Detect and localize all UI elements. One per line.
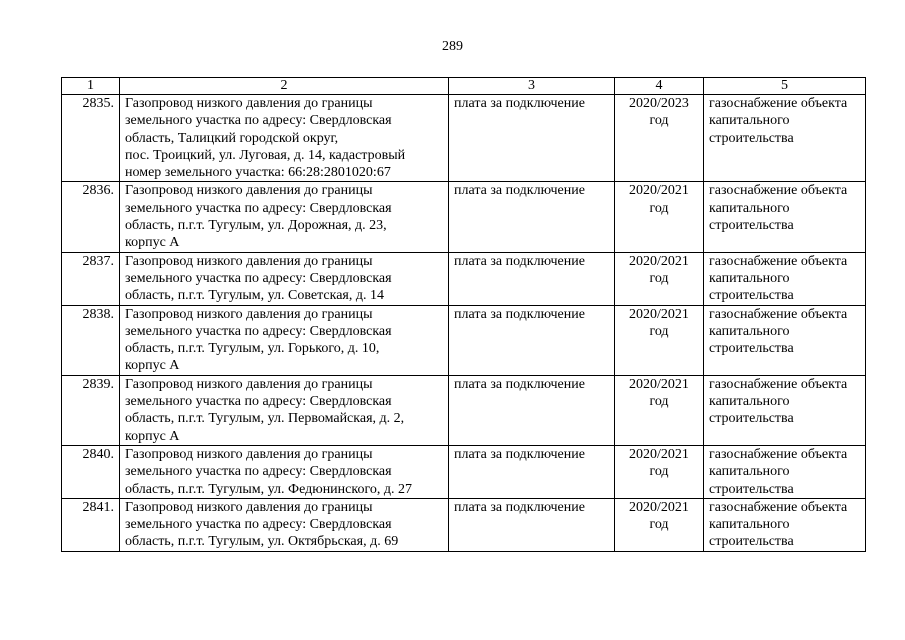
purpose-line: строительства xyxy=(709,481,794,497)
period-line: год xyxy=(649,464,669,480)
table-row xyxy=(62,252,866,305)
description-line: пос. Троицкий, ул. Луговая, д. 14, кадастровый xyxy=(125,147,406,163)
period-line: 2020/2021 xyxy=(629,376,689,392)
purpose-line: строительства xyxy=(709,288,794,304)
purpose xyxy=(704,305,866,375)
description-line: Газопровод низкого давления до границы xyxy=(125,446,373,462)
table-header xyxy=(62,78,866,95)
financing-source: плата за подключение xyxy=(449,182,615,252)
purpose-line: капитального xyxy=(709,517,790,533)
purpose xyxy=(704,252,866,305)
purpose xyxy=(704,182,866,252)
header-col-4: 4 xyxy=(615,78,704,95)
purpose-line: капитального xyxy=(709,464,790,480)
table-row xyxy=(62,445,866,498)
description-line: земельного участка по адресу: Свердловская xyxy=(125,394,392,410)
purpose-line: капитального xyxy=(709,394,790,410)
row-number: 2837. xyxy=(62,252,120,305)
table-row xyxy=(62,498,866,551)
table-row xyxy=(62,95,866,182)
description-line: Газопровод низкого давления до границы xyxy=(125,183,373,199)
row-number: 2839. xyxy=(62,375,120,445)
description-line: область, п.г.т. Тугулым, ул. Федюнинского, д. 27 xyxy=(125,481,412,497)
period-line: год xyxy=(649,113,669,129)
description-line: область, п.г.т. Тугулым, ул. Горького, д. 10, xyxy=(125,341,380,357)
implementation-period xyxy=(615,305,704,375)
description-line: земельного участка по адресу: Свердловская xyxy=(125,517,392,533)
period-line: год xyxy=(649,517,669,533)
purpose-line: капитального xyxy=(709,200,790,216)
description-line: корпус А xyxy=(125,428,180,444)
period-line: 2020/2021 xyxy=(629,253,689,269)
financing-source: плата за подключение xyxy=(449,375,615,445)
header-col-2: 2 xyxy=(120,78,449,95)
period-line: 2020/2021 xyxy=(629,446,689,462)
purpose-line: строительства xyxy=(709,534,794,550)
description-line: область, п.г.т. Тугулым, ул. Дорожная, д. 23, xyxy=(125,218,387,234)
description-line: область, п.г.т. Тугулым, ул. Первомайская, д. 2, xyxy=(125,411,405,427)
row-number: 2835. xyxy=(62,95,120,182)
description-line: Газопровод низкого давления до границы xyxy=(125,376,373,392)
table-row xyxy=(62,182,866,252)
period-line: 2020/2021 xyxy=(629,306,689,322)
description-line: Газопровод низкого давления до границы xyxy=(125,499,373,515)
implementation-period xyxy=(615,445,704,498)
period-line: 2020/2023 xyxy=(629,96,689,111)
description-line: Газопровод низкого давления до границы xyxy=(125,306,373,322)
implementation-period xyxy=(615,95,704,182)
description-line: земельного участка по адресу: Свердловская xyxy=(125,323,392,339)
purpose-line: газоснабжение объекта xyxy=(709,253,848,269)
implementation-period xyxy=(615,182,704,252)
period-line: 2020/2021 xyxy=(629,499,689,515)
purpose-line: строительства xyxy=(709,130,794,146)
purpose-line: строительства xyxy=(709,218,794,234)
purpose-line: газоснабжение объекта xyxy=(709,183,848,199)
object-description xyxy=(120,305,449,375)
financing-source: плата за подключение xyxy=(449,95,615,182)
purpose xyxy=(704,498,866,551)
row-number: 2841. xyxy=(62,498,120,551)
purpose-line: капитального xyxy=(709,270,790,286)
description-line: земельного участка по адресу: Свердловская xyxy=(125,464,392,480)
description-line: область, п.г.т. Тугулым, ул. Октябрьская, д. 69 xyxy=(125,534,399,550)
description-line: номер земельного участка: 66:28:2801020:67 xyxy=(125,165,391,181)
description-line: корпус А xyxy=(125,358,180,374)
purpose-line: капитального xyxy=(709,113,790,129)
description-line: земельного участка по адресу: Свердловская xyxy=(125,270,392,286)
financing-source: плата за подключение xyxy=(449,498,615,551)
purpose xyxy=(704,95,866,182)
financing-source: плата за подключение xyxy=(449,445,615,498)
description-line: земельного участка по адресу: Свердловская xyxy=(125,200,392,216)
row-number: 2836. xyxy=(62,182,120,252)
header-col-1: 1 xyxy=(62,78,120,95)
object-description xyxy=(120,498,449,551)
purpose-line: газоснабжение объекта xyxy=(709,446,848,462)
object-description xyxy=(120,182,449,252)
period-line: год xyxy=(649,394,669,410)
period-line: год xyxy=(649,270,669,286)
object-description xyxy=(120,95,449,182)
object-description xyxy=(120,252,449,305)
description-line: Газопровод низкого давления до границы xyxy=(125,96,373,111)
row-number: 2840. xyxy=(62,445,120,498)
purpose-line: газоснабжение объекта xyxy=(709,376,848,392)
purpose-line: строительства xyxy=(709,341,794,357)
implementation-period xyxy=(615,375,704,445)
table-body xyxy=(62,95,866,552)
table-row xyxy=(62,305,866,375)
header-col-3: 3 xyxy=(449,78,615,95)
purpose xyxy=(704,375,866,445)
description-line: корпус А xyxy=(125,235,180,251)
period-line: год xyxy=(649,323,669,339)
header-col-5: 5 xyxy=(704,78,866,95)
financing-source: плата за подключение xyxy=(449,252,615,305)
purpose-line: строительства xyxy=(709,411,794,427)
financing-source: плата за подключение xyxy=(449,305,615,375)
object-description xyxy=(120,375,449,445)
implementation-period xyxy=(615,252,704,305)
purpose-line: газоснабжение объекта xyxy=(709,306,848,322)
purpose-line: газоснабжение объекта xyxy=(709,499,848,515)
description-line: область, Талицкий городской округ, xyxy=(125,130,339,146)
implementation-period xyxy=(615,498,704,551)
description-line: Газопровод низкого давления до границы xyxy=(125,253,373,269)
description-line: область, п.г.т. Тугулым, ул. Советская, д. 14 xyxy=(125,288,384,304)
description-line: земельного участка по адресу: Свердловская xyxy=(125,113,392,129)
period-line: год xyxy=(649,200,669,216)
header-row xyxy=(62,78,866,95)
purpose-line: капитального xyxy=(709,323,790,339)
page-number: 289 xyxy=(442,39,463,54)
row-number: 2838. xyxy=(62,305,120,375)
object-description xyxy=(120,445,449,498)
purpose-line: газоснабжение объекта xyxy=(709,96,848,111)
purpose xyxy=(704,445,866,498)
period-line: 2020/2021 xyxy=(629,183,689,199)
investment-table xyxy=(61,77,866,552)
table-row xyxy=(62,375,866,445)
